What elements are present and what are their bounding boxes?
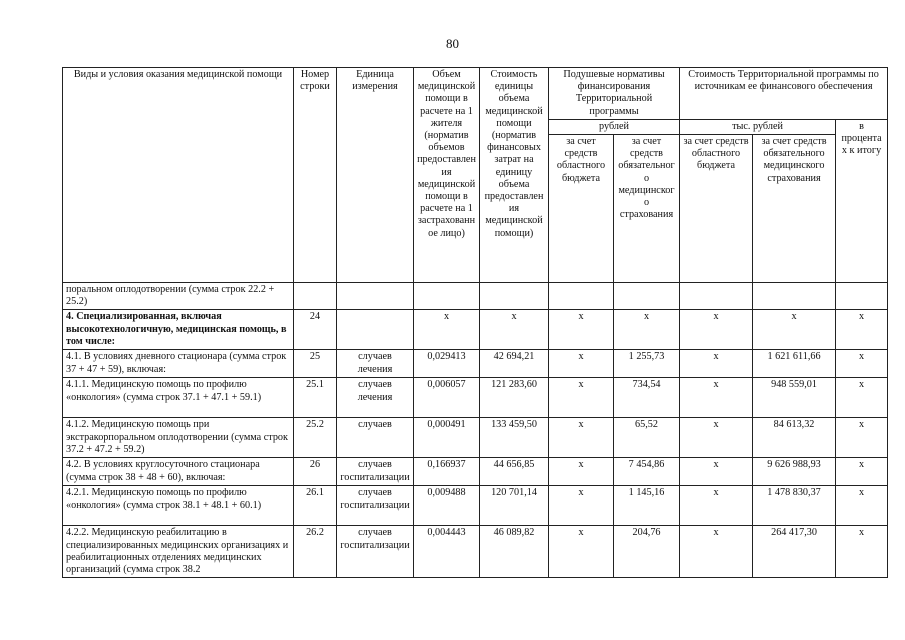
header-unit: Единица измерения — [337, 68, 414, 283]
row-tc-budget: x — [680, 378, 753, 418]
row-name: 4.1.1. Медицинскую помощь по профилю «онкология» (сумма строк 37.1 + 47.1 + 59.1) — [63, 378, 294, 418]
header-unit-cost: Стоимость единицы объема медицинской помощи (норматив финансовых затрат на единицу объема предоставления медицинской помощи) — [480, 68, 549, 283]
row-cost: 120 701,14 — [480, 486, 549, 526]
row-number: 25.2 — [294, 418, 337, 458]
row-pc-budget: x — [549, 350, 614, 378]
row-tc-budget: x — [680, 486, 753, 526]
row-pc-oms: 65,52 — [614, 418, 680, 458]
row-name: 4.2.1. Медицинскую помощь по профилю «онкология» (сумма строк 38.1 + 48.1 + 60.1) — [63, 486, 294, 526]
row-cost: 121 283,60 — [480, 378, 549, 418]
row-name: поральном оплодотворении (сумма строк 22.2 + 25.2) — [63, 283, 294, 310]
row-percent: x — [836, 378, 888, 418]
table-row — [63, 526, 888, 578]
row-pc-budget — [549, 283, 614, 310]
row-name: 4.2. В условиях круглосуточного стационара (сумма строк 38 + 48 + 60), включая: — [63, 458, 294, 486]
row-unit: случаев лечения — [337, 378, 414, 418]
row-unit: случаев госпитализации — [337, 458, 414, 486]
row-number: 26.1 — [294, 486, 337, 526]
row-volume: 0,000491 — [414, 418, 480, 458]
table-row — [63, 310, 888, 350]
row-cost: 44 656,85 — [480, 458, 549, 486]
row-cost: x — [480, 310, 549, 350]
row-volume: 0,004443 — [414, 526, 480, 578]
row-tc-budget: x — [680, 458, 753, 486]
header-tc-budget: за счет средств областного бюджета — [680, 135, 753, 283]
row-pc-budget: x — [549, 526, 614, 578]
table-row — [63, 486, 888, 526]
row-pc-oms: 734,54 — [614, 378, 680, 418]
row-pc-oms: 204,76 — [614, 526, 680, 578]
row-pc-oms — [614, 283, 680, 310]
row-unit: случаев — [337, 418, 414, 458]
row-cost: 133 459,50 — [480, 418, 549, 458]
row-pc-oms: 1 255,73 — [614, 350, 680, 378]
row-tc-oms: 948 559,01 — [753, 378, 836, 418]
row-tc-oms: 1 621 611,66 — [753, 350, 836, 378]
header-row-number: Номер строки — [294, 68, 337, 283]
row-pc-oms: 7 454,86 — [614, 458, 680, 486]
row-cost — [480, 283, 549, 310]
row-volume — [414, 283, 480, 310]
row-volume: 0,006057 — [414, 378, 480, 418]
row-tc-oms: x — [753, 310, 836, 350]
row-tc-budget — [680, 283, 753, 310]
row-volume: 0,009488 — [414, 486, 480, 526]
row-tc-budget: x — [680, 418, 753, 458]
row-percent: x — [836, 458, 888, 486]
header-per-capita-group: Подушевые нормативы финансирования Территориальной программы — [549, 68, 680, 120]
table-row — [63, 350, 888, 378]
header-pc-oms: за счет средств обязательного медицинского страхования — [614, 135, 680, 283]
row-pc-budget: x — [549, 486, 614, 526]
row-tc-oms — [753, 283, 836, 310]
table-row — [63, 378, 888, 418]
row-volume: 0,029413 — [414, 350, 480, 378]
row-tc-oms: 9 626 988,93 — [753, 458, 836, 486]
row-tc-budget: x — [680, 350, 753, 378]
row-volume: x — [414, 310, 480, 350]
row-number: 24 — [294, 310, 337, 350]
row-tc-oms: 264 417,30 — [753, 526, 836, 578]
program-table — [62, 67, 888, 578]
row-cost: 42 694,21 — [480, 350, 549, 378]
row-unit: случаев лечения — [337, 350, 414, 378]
row-number: 26.2 — [294, 526, 337, 578]
row-tc-oms: 1 478 830,37 — [753, 486, 836, 526]
row-pc-budget: x — [549, 310, 614, 350]
row-unit — [337, 310, 414, 350]
row-unit — [337, 283, 414, 310]
table-row — [63, 283, 888, 310]
row-tc-oms: 84 613,32 — [753, 418, 836, 458]
row-percent: x — [836, 418, 888, 458]
row-number — [294, 283, 337, 310]
header-program-cost-group: Стоимость Территориальной программы по источникам ее финансового обеспечения — [680, 68, 888, 120]
row-pc-oms: 1 145,16 — [614, 486, 680, 526]
row-percent: x — [836, 310, 888, 350]
row-pc-budget: x — [549, 458, 614, 486]
row-cost: 46 089,82 — [480, 526, 549, 578]
row-name: 4.1.2. Медицинскую помощь при экстракорпоральном оплодотворении (сумма строк 37.2 + 47.2 + 59.2) — [63, 418, 294, 458]
row-name: 4. Специализированная, включая высокотехнологичную, медицинская помощь, в том числе: — [63, 310, 294, 350]
row-number: 25 — [294, 350, 337, 378]
row-percent: x — [836, 526, 888, 578]
header-tc-oms: за счет средств обязательного медицинского страхования — [753, 135, 836, 283]
row-volume: 0,166937 — [414, 458, 480, 486]
header-kind-conditions: Виды и условия оказания медицинской помощи — [63, 68, 294, 283]
table-row — [63, 458, 888, 486]
page-number: 80 — [446, 36, 459, 51]
row-name: 4.1. В условиях дневного стационара (сумма строк 37 + 47 + 59), включая: — [63, 350, 294, 378]
row-percent: x — [836, 350, 888, 378]
row-number: 25.1 — [294, 378, 337, 418]
row-tc-budget: x — [680, 310, 753, 350]
header-volume: Объем медицинской помощи в расчете на 1 жителя (норматив объемов предоставления медицинской помощи в расчете на 1 застрахованное лицо) — [414, 68, 480, 283]
header-pc-budget: за счет средств областного бюджета — [549, 135, 614, 283]
row-pc-budget: x — [549, 378, 614, 418]
header-unit-rub: рублей — [549, 119, 680, 134]
row-percent: x — [836, 486, 888, 526]
header-percent: в процентах к итогу — [836, 119, 888, 282]
row-unit: случаев госпитализации — [337, 486, 414, 526]
table-row — [63, 418, 888, 458]
header-unit-thousand: тыс. рублей — [680, 119, 836, 134]
row-number: 26 — [294, 458, 337, 486]
row-pc-budget: x — [549, 418, 614, 458]
row-tc-budget: x — [680, 526, 753, 578]
row-percent — [836, 283, 888, 310]
row-unit: случаев госпитализации — [337, 526, 414, 578]
row-name: 4.2.2. Медицинскую реабилитацию в специализированных медицинских организациях и реабилитационных отделениях медицинских организаций (сумма строк 38.2 — [63, 526, 294, 578]
row-pc-oms: x — [614, 310, 680, 350]
